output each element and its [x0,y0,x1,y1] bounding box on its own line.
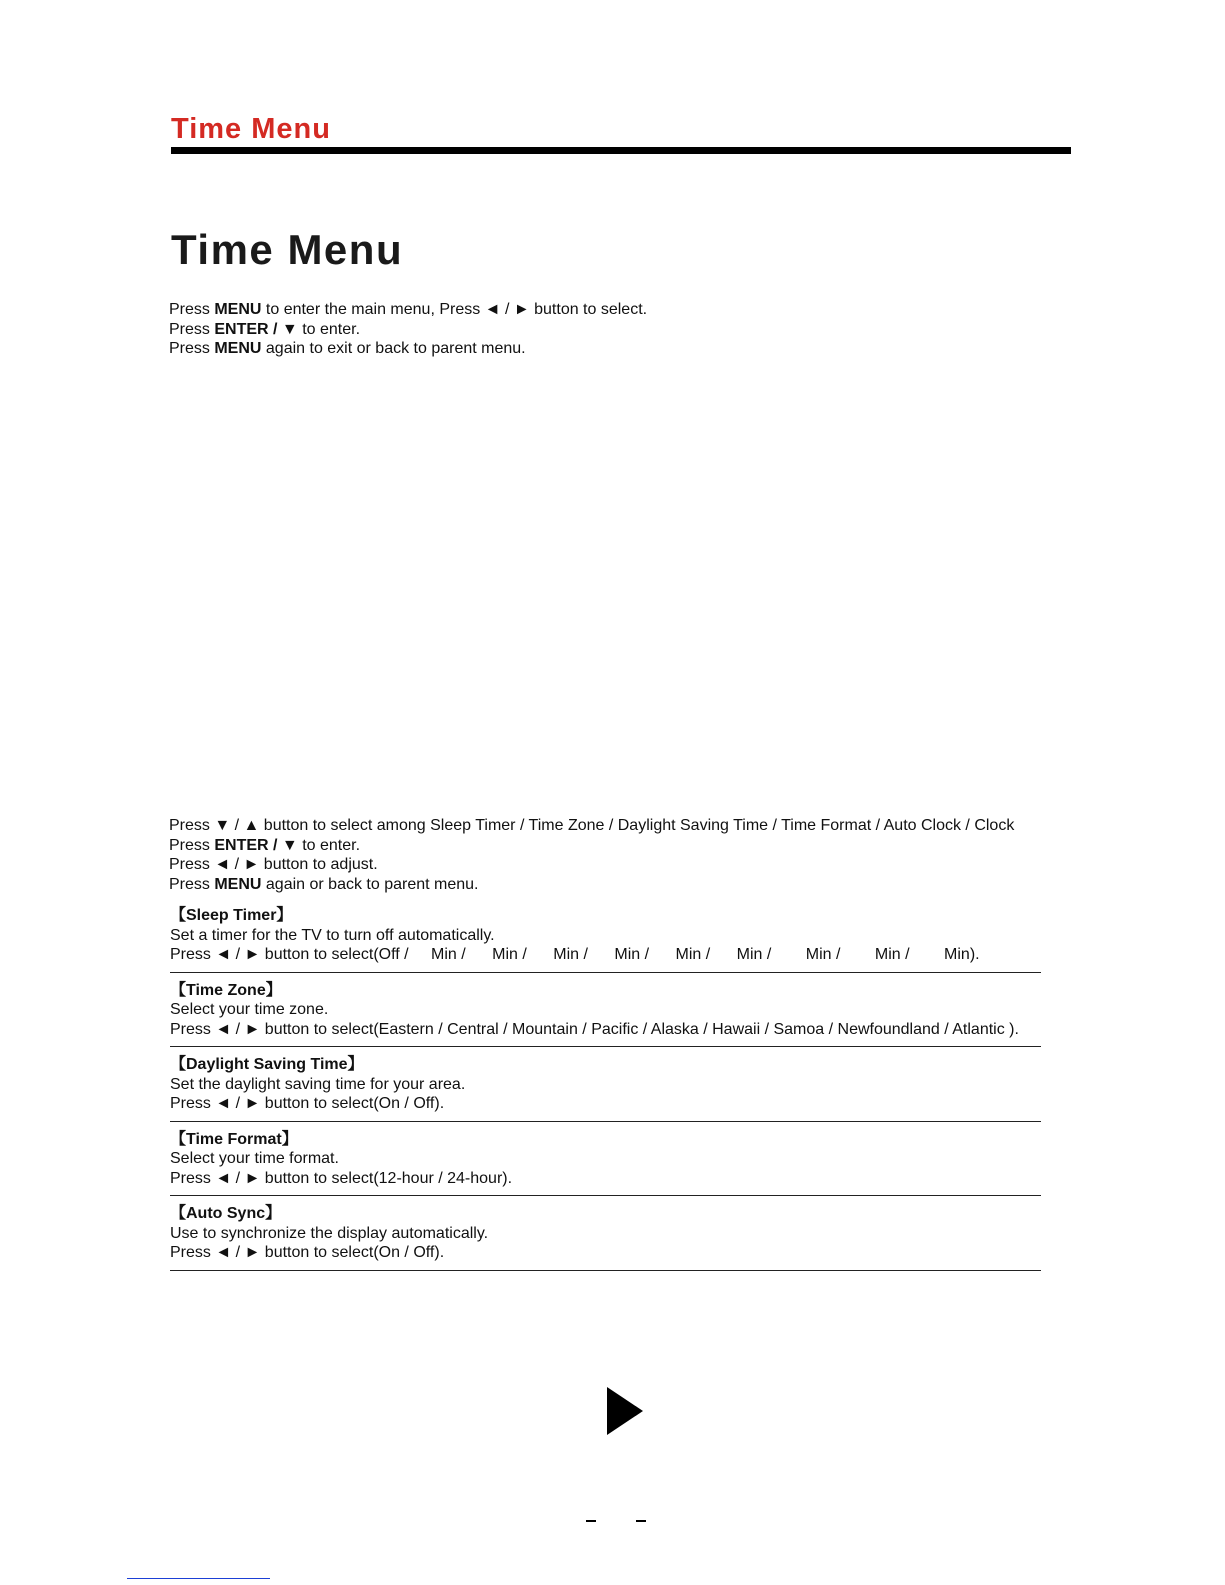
nav-line-1: Press ▼ / ▲ button to select among Sleep Timer / Time Zone / Daylight Saving Time / Time Format / Auto Clock / Clock [169,817,1015,834]
intro-line-1 [169,300,647,320]
intro-line-2 [169,320,647,340]
section-description: Use to synchronize the display automatically. [170,1224,489,1242]
section-time-zone [170,981,1041,1048]
nav-text: to enter. [297,836,361,854]
settings-sections [170,906,1041,1279]
footer-link-underline [127,1578,270,1579]
header-title: Time Menu [171,113,331,145]
page-number [584,1512,648,1530]
section-instruction: Press ◄ / ► button to select(On / Off). [170,1095,445,1112]
menu-key-label: MENU [214,301,262,318]
menu-key-label: MENU [214,875,262,893]
intro-text: Press [169,301,215,318]
instruction-text: Press ◄ / ► button to select(Off / [170,946,409,963]
min-option: Min / [492,946,527,963]
min-option: Min / [805,946,841,963]
section-title: 【Time Zone】 [170,981,282,999]
section-description: Select your time format. [170,1150,339,1167]
section-sleep-timer [170,906,1041,973]
section-title: 【Sleep Timer】 [170,907,293,924]
intro-text: to enter the main menu, Press ◄ / ► button to select. [261,301,648,318]
min-option: Min / [553,946,588,963]
menu-key-label: MENU [214,340,262,357]
section-instruction: Press ◄ / ► button to select(Eastern / Central / Mountain / Pacific / Alaska / Hawaii / Samoa / Newfoundland / Atlantic ). [170,1020,1019,1038]
intro-text: Press [169,320,215,338]
dash-right [636,1520,646,1522]
dash-left [586,1520,596,1522]
nav-text: Press [169,836,215,854]
section-description: Set a timer for the TV to turn off automatically. [170,926,495,944]
intro-line-3 [169,339,647,359]
section-instruction: Press ◄ / ► button to select(On / Off). [170,1244,445,1261]
section-instruction: Press ◄ / ► button to select(12-hour / 24-hour). [170,1169,513,1187]
min-option: Min / [675,946,711,963]
section-description: Set the daylight saving time for your area. [170,1075,466,1093]
section-auto-sync [170,1204,1041,1271]
min-option: Min / [614,946,650,963]
section-description: Select your time zone. [170,1001,329,1018]
min-option: Min / [431,946,466,963]
nav-text: Press [169,875,215,893]
section-instruction [170,945,1041,965]
navigation-instructions [169,816,1014,894]
header-rule [171,147,1071,154]
min-option: Min / [874,946,910,963]
section-daylight-saving-time [170,1055,1041,1122]
page-title: Time Menu [171,226,404,273]
enter-key-label: ENTER / ▼ [214,836,298,854]
intro-text: to enter. [297,320,361,338]
section-title: 【Daylight Saving Time】 [170,1056,364,1073]
min-option: Min / [736,946,772,963]
nav-line-2 [169,836,1014,856]
play-arrow-icon [607,1387,643,1435]
section-time-format [170,1130,1041,1197]
section-title: 【Auto Sync】 [170,1205,282,1222]
section-title: 【Time Format】 [170,1130,298,1148]
enter-key-label: ENTER / ▼ [214,320,298,338]
intro-text: Press [169,340,215,357]
intro-text: again to exit or back to parent menu. [261,340,526,357]
intro-instructions [169,300,647,359]
nav-text: again or back to parent menu. [261,875,479,893]
nav-line-4 [169,875,1014,895]
nav-line-3: Press ◄ / ► button to adjust. [169,856,378,873]
min-option: Min). [944,946,980,963]
